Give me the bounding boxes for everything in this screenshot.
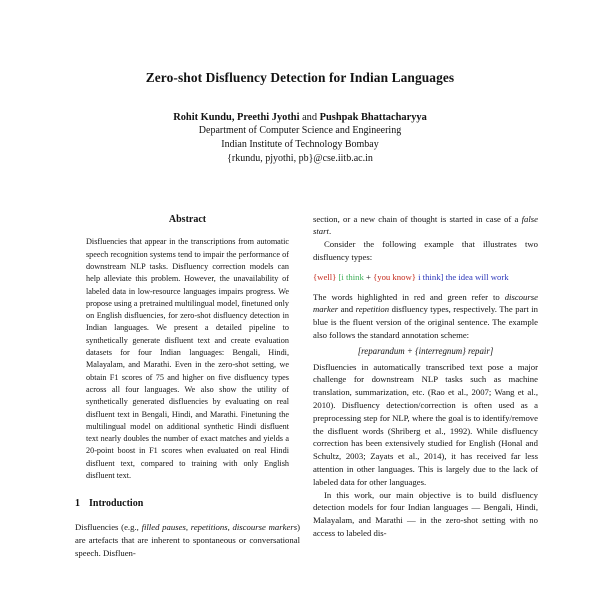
rc-italic-false-start: false start — [313, 213, 538, 237]
rc-p1-seg-2: . — [328, 226, 332, 237]
intro-seg-0: Disfluencies (e.g., — [75, 522, 142, 533]
example-discourse-marker-you-know: {you know} — [373, 271, 419, 282]
rc-p3-seg-4: disfluency types, respectively. The part in blue is the fluent version of the original sentence. The example also follows the standard annotation scheme: — [313, 304, 538, 340]
section-1-title: Introduction — [89, 498, 144, 510]
rc-italic-repetition: repetition — [355, 304, 390, 315]
rc-paragraph-1 — [313, 213, 538, 239]
abstract-text: Disfluencies that appear in the transcriptions from automatic speech recognition systems tend to impair the performance of downstream NLP tasks. Disfluency correction models can help alleviate this problem. However, the unavailability of labeled data in low-resource languages impairs progress. We propose using a pretrained multilingual model, finetuned only on English disfluencies, for zero-shot disfluency detection in Indian languages. We present a detailed pipeline to synthetically generate disfluent text and create evaluation datasets for four Indian languages: Bengali, Hindi, Malayalam, and Marathi. Even in the zero-shot setting, we obtain F1 scores of 75 and higher on five disfluency types across all four languages. We also show the utility of synthetically generated disfluencies by evaluating on real disfluent text in Bengali, Hindi, and Marathi. Finetuning the multilingual model on additional synthetic Hindi disfluent text nearly doubles the number of exact matches and yields a 20-point boost in F1 scores when evaluated on real Hindi disfluent text, compared to training with only English disfluent text. — [86, 237, 289, 481]
intro-seg-4: , — [227, 522, 233, 533]
intro-italic-repetitions: repetitions — [190, 522, 228, 533]
rc-paragraph-3 — [313, 291, 538, 342]
example-reparandum-i-think: [i think — [338, 271, 366, 282]
right-column — [313, 213, 538, 560]
section-1-number: 1 — [75, 498, 80, 510]
affiliation-institute: Indian Institute of Technology Bombay — [221, 139, 379, 151]
rc-paragraph-4: Disfluencies in automatically transcribed text pose a major challenge for downstream NLP tasks such as machine translation, summarization, etc. (Rao et al., 2007; Wang et al., 2010). Disfluency detection/correction is often used as a preprocessing step for NLP, where the goal is to identify/remove the disfluent words (Shriberg et al., 1992). While disfluency correction has been extensively studied for English (Honal and Schultz, 2003; Zayats et al., 2014), it has received far less attention in other languages. This is largely due to the lack of labeled data for other languages. — [313, 361, 538, 487]
affiliation-department: Department of Computer Science and Engineering — [198, 125, 402, 136]
two-column-body — [75, 213, 538, 560]
rc-p3-seg-2: and — [338, 304, 356, 315]
author-names-last: Pushpak Bhattacharyya — [319, 112, 427, 123]
rc-paragraph-5: In this work, our main objective is to build disfluency detection models for four Indian languages — Bengali, Hindi, Malayalam, and Marathi — in the zero-shot setting with no access to labeled dis- — [313, 489, 538, 538]
section-1-heading — [75, 498, 300, 511]
intro-seg-2: , — [185, 522, 191, 533]
rc-paragraph-2: Consider the following example that illustrates two disfluency types: — [313, 239, 538, 262]
annotation-scheme-formula: [reparandum + {interregnum} repair] — [357, 345, 494, 356]
rc-italic-discourse-marker: discourse marker — [313, 291, 538, 315]
intro-italic-discourse-markers: discourse markers — [232, 522, 298, 533]
affiliation-email: {rkundu, pjyothi, pb}@cse.iitb.ac.in — [227, 153, 373, 165]
author-line — [0, 112, 600, 123]
example-fluent-part: i think] the idea will work — [418, 271, 509, 282]
author-names-first: Rohit Kundu, Preethi Jyothi — [173, 112, 300, 123]
left-column — [75, 213, 300, 560]
abstract-heading: Abstract — [168, 213, 207, 225]
intro-seg-6: ) are artefacts that are inherent to spontaneous or conversational speech. Disfluen- — [75, 522, 300, 558]
author-conjunction: and — [299, 112, 320, 123]
example-plus-sign: + — [365, 271, 374, 282]
intro-italic-filled-pauses: filled pauses — [141, 522, 186, 533]
affiliation-block — [0, 124, 600, 167]
intro-paragraph — [75, 521, 300, 559]
disfluency-example — [313, 271, 538, 284]
rc-p1-seg-0: section, or a new chain of thought is started in case of a — [313, 213, 522, 224]
rc-p3-seg-0: The words highlighted in red and green refer to — [313, 291, 505, 302]
paper-title: Zero-shot Disfluency Detection for Indian Languages — [145, 70, 455, 85]
example-discourse-marker-well: {well} — [313, 271, 339, 282]
